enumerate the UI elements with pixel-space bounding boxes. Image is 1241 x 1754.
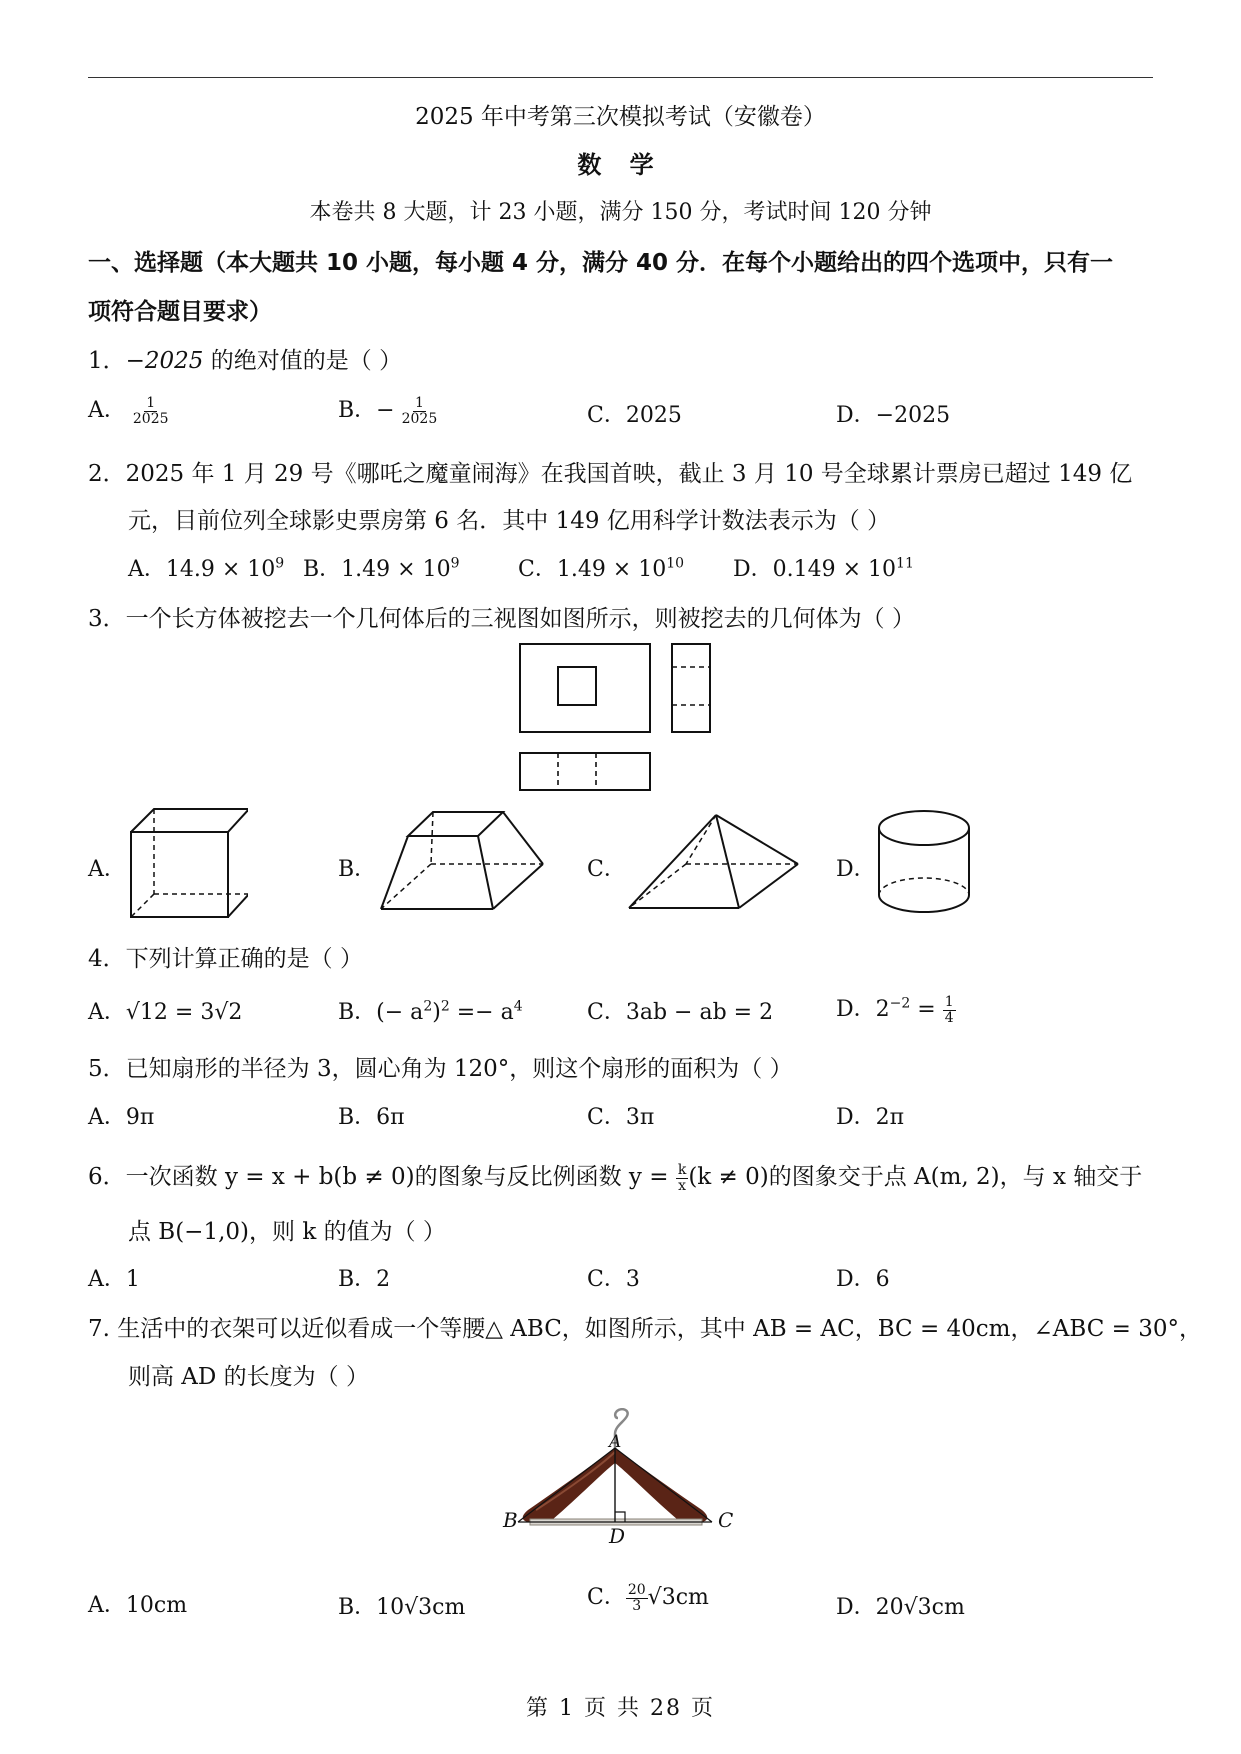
q7-option-a[interactable]: A．10cm [88,1593,188,1618]
q5-option-b[interactable]: B．6π [338,1105,405,1130]
q7-stem-line2: 则高 AD 的长度为（ ） [128,1364,369,1390]
fraction: $\frac{k}{x}$ [677,1161,687,1194]
header-rule [88,77,1153,78]
q7-option-b[interactable]: B．10√3cm [338,1595,466,1620]
q2-option-b[interactable]: B．$1.49 \times 10^9$ [303,555,460,582]
q2-stem-line2: 元，目前位列全球影史票房第 6 名．其中 149 亿用科学计数法表示为（ ） [128,508,891,534]
q2-stem-line1: 2．2025 年 1 月 29 号《哪吒之魔童闹海》在我国首映，截止 3 月 10 号全球累计票房已超过 149 亿 [88,461,1133,487]
q4-stem: 4．下列计算正确的是（ ） [88,946,363,972]
page-footer: 第 1 页 共 28 页 [526,1696,715,1721]
q7-stem-line1: 7. 生活中的衣架可以近似看成一个等腰△ ABC，如图所示，其中 AB = AC，BC = 40cm，∠ABC = 30°， [88,1316,1202,1342]
fraction: $\frac{20}{3}$ [627,1581,646,1614]
q4-option-b[interactable]: B．(− $a^2)^2 =- a^4$ [338,998,523,1025]
q5-option-c[interactable]: C．3π [587,1105,655,1130]
q6-stem-line2: 点 B(−1,0)，则 k 的值为（ ） [128,1219,446,1245]
frustum-icon[interactable] [378,808,548,913]
q2-option-c[interactable]: C．$1.49 \times 10^{10}$ [518,555,685,582]
q6-option-b[interactable]: B．2 [338,1267,391,1292]
q3-option-c-label[interactable]: C． [587,857,626,882]
q2-option-d[interactable]: D．$0.149 \times 10^{11}$ [733,555,914,582]
q1-stem: 1．−2025 的绝对值的是（ ） [88,348,403,374]
q4-option-d[interactable]: D．$2^{-2}$ = $\frac{1}{4}$ [836,993,954,1026]
subject-title: 数 学 [577,150,664,179]
three-view-figure [515,640,715,795]
cube-icon[interactable] [128,805,248,920]
section1-heading-line1: 一、选择题（本大题共 10 小题，每小题 4 分，满分 40 分．在每个小题给出的四个选项中，只有一 [88,250,1114,276]
exam-title: 2025 年中考第三次模拟考试（安徽卷） [415,104,826,130]
hanger-label-c: C [718,1508,734,1532]
exam-info: 本卷共 8 大题，计 23 小题，满分 150 分，考试时间 120 分钟 [309,200,932,225]
fraction: $\frac{1}{4}$ [944,993,954,1026]
q6-stem-line1: 6．一次函数 y = x + b(b ≠ 0)的图象与反比例函数 y = $\frac{k}{x}$ (k ≠ 0)的图象交于点 A(m, 2)，与 x 轴交于 [88,1161,1143,1194]
q6-option-d[interactable]: D．6 [836,1267,890,1292]
fraction: $\frac{1}{2025}$ [132,394,169,427]
q7-option-d[interactable]: D．20√3cm [836,1595,965,1620]
q1-option-b[interactable]: B．− $\frac{1}{2025}$ [338,394,438,427]
hanger-label-d: D [609,1524,626,1548]
q1-option-d[interactable]: D．−2025 [836,403,951,428]
pyramid-icon[interactable] [626,812,801,912]
q1-option-a[interactable]: A． $\frac{1}{2025}$ [88,394,169,427]
q6-option-a[interactable]: A．1 [88,1267,140,1292]
q2-option-a[interactable]: A．$14.9 \times 10^9$ [128,555,285,582]
q7-option-c[interactable]: C． $\frac{20}{3}$ √3cm [587,1581,709,1614]
q1-option-c[interactable]: C．2025 [587,403,682,428]
fraction: $\frac{1}{2025}$ [401,394,438,427]
cylinder-icon[interactable] [876,808,976,918]
q5-option-d[interactable]: D．2π [836,1105,905,1130]
q4-option-a[interactable]: A．√12 = 3√2 [88,1000,243,1025]
q3-option-d-label[interactable]: D． [836,857,876,882]
hanger-label-b: B [503,1508,518,1532]
q6-option-c[interactable]: C．3 [587,1267,640,1292]
hanger-label-a: A [609,1432,622,1452]
q3-option-a-label[interactable]: A． [88,857,126,882]
section1-heading-line2: 项符合题目要求） [88,299,272,325]
q5-stem: 5．已知扇形的半径为 3，圆心角为 120°，则这个扇形的面积为（ ） [88,1056,793,1082]
q3-stem: 3．一个长方体被挖去一个几何体后的三视图如图所示，则被挖去的几何体为（ ） [88,606,915,632]
q4-option-c[interactable]: C．3ab − ab = 2 [587,1000,774,1025]
q3-option-b-label[interactable]: B． [338,857,377,882]
q5-option-a[interactable]: A．9π [88,1105,155,1130]
hanger-figure [500,1408,740,1543]
